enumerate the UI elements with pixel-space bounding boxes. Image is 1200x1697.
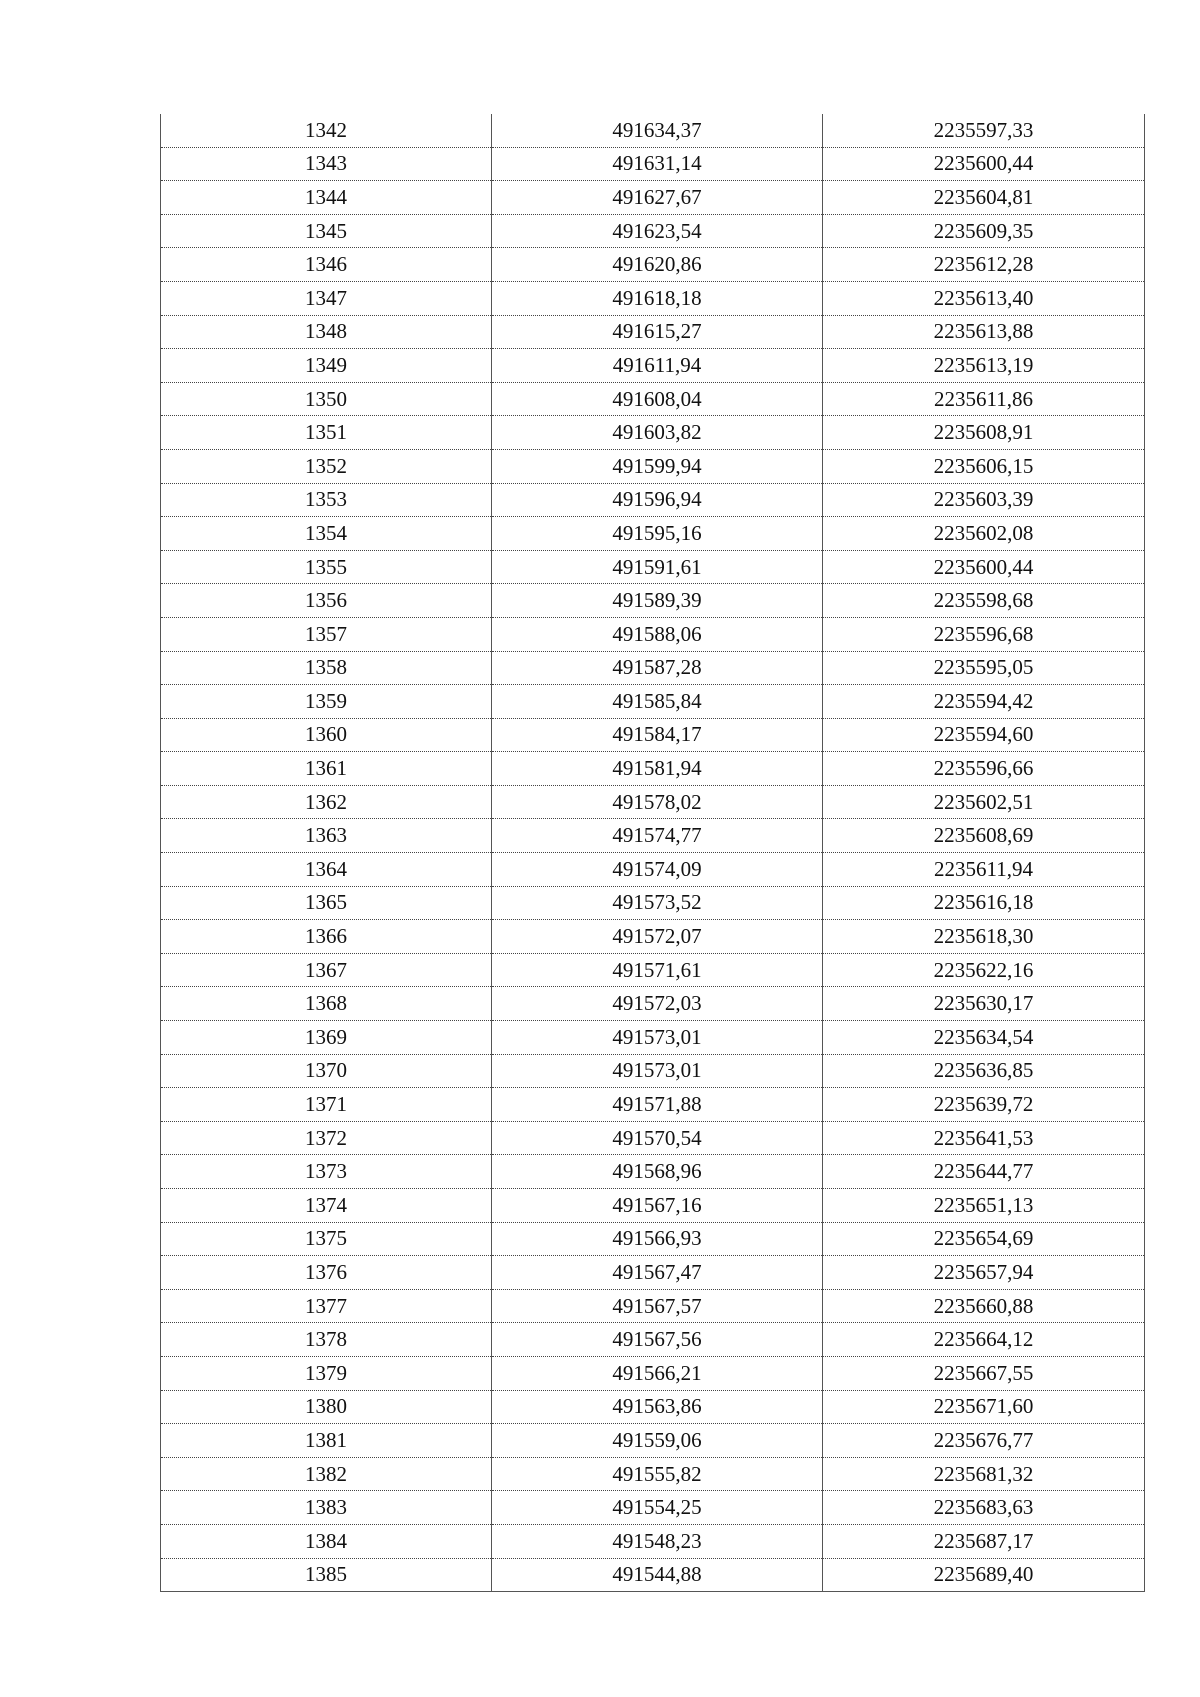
point-number-cell: 1350	[161, 382, 492, 416]
point-number-cell: 1358	[161, 651, 492, 685]
table-row	[161, 987, 1145, 1021]
x-coordinate-cell: 491567,47	[492, 1256, 823, 1290]
x-coordinate-cell: 491611,94	[492, 349, 823, 383]
point-number-cell: 1343	[161, 147, 492, 181]
y-coordinate-cell: 2235687,17	[823, 1524, 1145, 1558]
table-row	[161, 1155, 1145, 1189]
table-row	[161, 1558, 1145, 1592]
y-coordinate-cell: 2235651,13	[823, 1189, 1145, 1223]
y-coordinate-cell: 2235596,68	[823, 617, 1145, 651]
point-number-cell: 1344	[161, 181, 492, 215]
x-coordinate-cell: 491603,82	[492, 416, 823, 450]
table-row	[161, 1323, 1145, 1357]
y-coordinate-cell: 2235622,16	[823, 953, 1145, 987]
y-coordinate-cell: 2235608,69	[823, 819, 1145, 853]
point-number-cell: 1347	[161, 281, 492, 315]
point-number-cell: 1367	[161, 953, 492, 987]
table-row	[161, 718, 1145, 752]
y-coordinate-cell: 2235676,77	[823, 1424, 1145, 1458]
y-coordinate-cell: 2235660,88	[823, 1289, 1145, 1323]
point-number-cell: 1342	[161, 114, 492, 147]
table-row	[161, 953, 1145, 987]
point-number-cell: 1351	[161, 416, 492, 450]
table-row	[161, 1088, 1145, 1122]
table-row	[161, 214, 1145, 248]
table-row	[161, 685, 1145, 719]
x-coordinate-cell: 491573,01	[492, 1021, 823, 1055]
x-coordinate-cell: 491615,27	[492, 315, 823, 349]
x-coordinate-cell: 491608,04	[492, 382, 823, 416]
table-row	[161, 920, 1145, 954]
x-coordinate-cell: 491623,54	[492, 214, 823, 248]
x-coordinate-cell: 491573,52	[492, 886, 823, 920]
x-coordinate-cell: 491570,54	[492, 1121, 823, 1155]
table-row	[161, 281, 1145, 315]
point-number-cell: 1373	[161, 1155, 492, 1189]
x-coordinate-cell: 491548,23	[492, 1524, 823, 1558]
point-number-cell: 1381	[161, 1424, 492, 1458]
point-number-cell: 1348	[161, 315, 492, 349]
point-number-cell: 1372	[161, 1121, 492, 1155]
point-number-cell: 1384	[161, 1524, 492, 1558]
table-row	[161, 416, 1145, 450]
point-number-cell: 1385	[161, 1558, 492, 1592]
point-number-cell: 1374	[161, 1189, 492, 1223]
point-number-cell: 1356	[161, 584, 492, 618]
table-row	[161, 1424, 1145, 1458]
table-row	[161, 1189, 1145, 1223]
point-number-cell: 1370	[161, 1054, 492, 1088]
y-coordinate-cell: 2235613,19	[823, 349, 1145, 383]
point-number-cell: 1380	[161, 1390, 492, 1424]
point-number-cell: 1366	[161, 920, 492, 954]
y-coordinate-cell: 2235608,91	[823, 416, 1145, 450]
point-number-cell: 1345	[161, 214, 492, 248]
point-number-cell: 1378	[161, 1323, 492, 1357]
x-coordinate-cell: 491571,61	[492, 953, 823, 987]
x-coordinate-cell: 491572,07	[492, 920, 823, 954]
x-coordinate-cell: 491544,88	[492, 1558, 823, 1592]
table-row	[161, 114, 1145, 147]
y-coordinate-cell: 2235595,05	[823, 651, 1145, 685]
y-coordinate-cell: 2235600,44	[823, 550, 1145, 584]
x-coordinate-cell: 491567,57	[492, 1289, 823, 1323]
x-coordinate-cell: 491587,28	[492, 651, 823, 685]
y-coordinate-cell: 2235664,12	[823, 1323, 1145, 1357]
x-coordinate-cell: 491591,61	[492, 550, 823, 584]
y-coordinate-cell: 2235630,17	[823, 987, 1145, 1021]
table-row	[161, 1457, 1145, 1491]
y-coordinate-cell: 2235597,33	[823, 114, 1145, 147]
y-coordinate-cell: 2235644,77	[823, 1155, 1145, 1189]
coordinates-table	[160, 114, 1145, 1592]
coordinates-table-body	[161, 114, 1145, 1592]
point-number-cell: 1368	[161, 987, 492, 1021]
x-coordinate-cell: 491571,88	[492, 1088, 823, 1122]
point-number-cell: 1364	[161, 853, 492, 887]
point-number-cell: 1375	[161, 1222, 492, 1256]
point-number-cell: 1379	[161, 1356, 492, 1390]
point-number-cell: 1346	[161, 248, 492, 282]
table-row	[161, 1256, 1145, 1290]
x-coordinate-cell: 491566,93	[492, 1222, 823, 1256]
y-coordinate-cell: 2235636,85	[823, 1054, 1145, 1088]
y-coordinate-cell: 2235609,35	[823, 214, 1145, 248]
x-coordinate-cell: 491620,86	[492, 248, 823, 282]
x-coordinate-cell: 491596,94	[492, 483, 823, 517]
x-coordinate-cell: 491574,09	[492, 853, 823, 887]
y-coordinate-cell: 2235594,60	[823, 718, 1145, 752]
table-row	[161, 1390, 1145, 1424]
y-coordinate-cell: 2235598,68	[823, 584, 1145, 618]
table-row	[161, 584, 1145, 618]
table-row	[161, 1021, 1145, 1055]
x-coordinate-cell: 491581,94	[492, 752, 823, 786]
y-coordinate-cell: 2235618,30	[823, 920, 1145, 954]
table-row	[161, 886, 1145, 920]
table-row	[161, 752, 1145, 786]
point-number-cell: 1365	[161, 886, 492, 920]
table-row	[161, 617, 1145, 651]
point-number-cell: 1360	[161, 718, 492, 752]
x-coordinate-cell: 491573,01	[492, 1054, 823, 1088]
y-coordinate-cell: 2235600,44	[823, 147, 1145, 181]
table-row	[161, 819, 1145, 853]
y-coordinate-cell: 2235596,66	[823, 752, 1145, 786]
point-number-cell: 1382	[161, 1457, 492, 1491]
table-row	[161, 483, 1145, 517]
y-coordinate-cell: 2235606,15	[823, 449, 1145, 483]
y-coordinate-cell: 2235603,39	[823, 483, 1145, 517]
x-coordinate-cell: 491555,82	[492, 1457, 823, 1491]
table-row	[161, 517, 1145, 551]
y-coordinate-cell: 2235611,94	[823, 853, 1145, 887]
x-coordinate-cell: 491599,94	[492, 449, 823, 483]
x-coordinate-cell: 491584,17	[492, 718, 823, 752]
y-coordinate-cell: 2235683,63	[823, 1491, 1145, 1525]
x-coordinate-cell: 491595,16	[492, 517, 823, 551]
table-row	[161, 651, 1145, 685]
x-coordinate-cell: 491585,84	[492, 685, 823, 719]
point-number-cell: 1349	[161, 349, 492, 383]
y-coordinate-cell: 2235616,18	[823, 886, 1145, 920]
table-row	[161, 248, 1145, 282]
y-coordinate-cell: 2235671,60	[823, 1390, 1145, 1424]
coordinates-table-container	[160, 114, 1144, 1592]
y-coordinate-cell: 2235611,86	[823, 382, 1145, 416]
y-coordinate-cell: 2235613,40	[823, 281, 1145, 315]
table-row	[161, 1289, 1145, 1323]
y-coordinate-cell: 2235657,94	[823, 1256, 1145, 1290]
table-row	[161, 1491, 1145, 1525]
y-coordinate-cell: 2235604,81	[823, 181, 1145, 215]
x-coordinate-cell: 491559,06	[492, 1424, 823, 1458]
y-coordinate-cell: 2235634,54	[823, 1021, 1145, 1055]
table-row	[161, 449, 1145, 483]
table-row	[161, 1356, 1145, 1390]
y-coordinate-cell: 2235602,51	[823, 785, 1145, 819]
point-number-cell: 1371	[161, 1088, 492, 1122]
table-row	[161, 853, 1145, 887]
table-row	[161, 1054, 1145, 1088]
y-coordinate-cell: 2235612,28	[823, 248, 1145, 282]
x-coordinate-cell: 491574,77	[492, 819, 823, 853]
table-row	[161, 1524, 1145, 1558]
x-coordinate-cell: 491634,37	[492, 114, 823, 147]
x-coordinate-cell: 491618,18	[492, 281, 823, 315]
point-number-cell: 1355	[161, 550, 492, 584]
y-coordinate-cell: 2235681,32	[823, 1457, 1145, 1491]
x-coordinate-cell: 491572,03	[492, 987, 823, 1021]
x-coordinate-cell: 491567,16	[492, 1189, 823, 1223]
x-coordinate-cell: 491567,56	[492, 1323, 823, 1357]
x-coordinate-cell: 491566,21	[492, 1356, 823, 1390]
table-row	[161, 1121, 1145, 1155]
table-row	[161, 1222, 1145, 1256]
point-number-cell: 1361	[161, 752, 492, 786]
y-coordinate-cell: 2235667,55	[823, 1356, 1145, 1390]
y-coordinate-cell: 2235602,08	[823, 517, 1145, 551]
point-number-cell: 1376	[161, 1256, 492, 1290]
point-number-cell: 1377	[161, 1289, 492, 1323]
y-coordinate-cell: 2235639,72	[823, 1088, 1145, 1122]
x-coordinate-cell: 491627,67	[492, 181, 823, 215]
table-row	[161, 382, 1145, 416]
table-row	[161, 315, 1145, 349]
y-coordinate-cell: 2235654,69	[823, 1222, 1145, 1256]
table-row	[161, 785, 1145, 819]
table-row	[161, 147, 1145, 181]
table-row	[161, 550, 1145, 584]
x-coordinate-cell: 491568,96	[492, 1155, 823, 1189]
point-number-cell: 1357	[161, 617, 492, 651]
point-number-cell: 1369	[161, 1021, 492, 1055]
x-coordinate-cell: 491588,06	[492, 617, 823, 651]
point-number-cell: 1352	[161, 449, 492, 483]
y-coordinate-cell: 2235641,53	[823, 1121, 1145, 1155]
y-coordinate-cell: 2235613,88	[823, 315, 1145, 349]
table-row	[161, 181, 1145, 215]
y-coordinate-cell: 2235594,42	[823, 685, 1145, 719]
table-row	[161, 349, 1145, 383]
x-coordinate-cell: 491563,86	[492, 1390, 823, 1424]
point-number-cell: 1353	[161, 483, 492, 517]
x-coordinate-cell: 491589,39	[492, 584, 823, 618]
y-coordinate-cell: 2235689,40	[823, 1558, 1145, 1592]
point-number-cell: 1354	[161, 517, 492, 551]
point-number-cell: 1362	[161, 785, 492, 819]
point-number-cell: 1363	[161, 819, 492, 853]
point-number-cell: 1359	[161, 685, 492, 719]
x-coordinate-cell: 491631,14	[492, 147, 823, 181]
x-coordinate-cell: 491578,02	[492, 785, 823, 819]
point-number-cell: 1383	[161, 1491, 492, 1525]
x-coordinate-cell: 491554,25	[492, 1491, 823, 1525]
